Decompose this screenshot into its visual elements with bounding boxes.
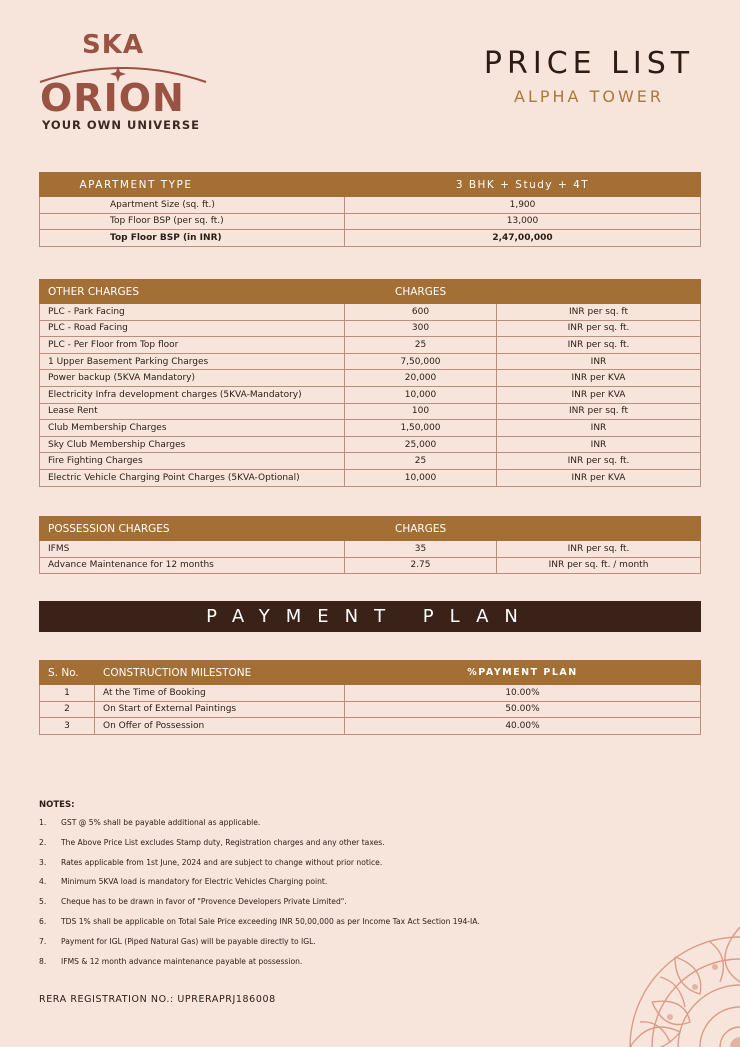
note-number: 2.: [39, 837, 47, 847]
note-text: Minimum 5KVA load is mandatory for Electric Vehicles Charging point.: [61, 877, 328, 887]
cell-value: 25: [345, 453, 497, 470]
other-head-mid: CHARGES: [345, 280, 701, 304]
cell-label: Lease Rent: [40, 403, 345, 420]
note-number: 8.: [39, 956, 47, 966]
cell-label: Fire Fighting Charges: [40, 453, 345, 470]
pp-head-milestone: CONSTRUCTION MILESTONE: [95, 661, 345, 685]
note-item: [39, 877, 599, 897]
cell-value: 10,000: [345, 386, 497, 403]
page-subtitle: ALPHA TOWER: [514, 87, 664, 106]
rera-registration: RERA REGISTRATION NO.: UPRERAPRJ186008: [39, 994, 276, 1005]
note-number: 3.: [39, 857, 47, 867]
apartment-head-right: 3 BHK + Study + 4T: [345, 173, 701, 197]
cell-unit: INR: [497, 420, 701, 437]
note-item: [39, 917, 599, 937]
cell-label: Apartment Size (sq. ft.): [40, 197, 345, 214]
note-item: [39, 858, 599, 878]
cell-value: 600: [345, 304, 497, 321]
page-header: [474, 46, 704, 106]
cell-value: 1,50,000: [345, 420, 497, 437]
table-row: [40, 320, 701, 337]
table-row: [40, 541, 701, 558]
cell-unit: INR per sq. ft.: [497, 453, 701, 470]
cell-unit: INR per sq. ft.: [497, 337, 701, 354]
cell-label: Sky Club Membership Charges: [40, 436, 345, 453]
note-number: 1.: [39, 818, 47, 827]
note-item: [39, 818, 599, 838]
cell-label: Advance Maintenance for 12 months: [40, 557, 345, 574]
cell-sno: 2: [40, 701, 95, 718]
cell-label: Electricity Infra development charges (5KVA-Mandatory): [40, 386, 345, 403]
cell-value: 2,47,00,000: [345, 230, 701, 247]
other-charges-table: [39, 279, 701, 487]
note-number: 7.: [39, 936, 47, 946]
table-row: [40, 304, 701, 321]
table-row: [40, 436, 701, 453]
possession-head-left: POSSESSION CHARGES: [40, 517, 345, 541]
cell-pct: 50.00%: [345, 701, 701, 718]
cell-unit: INR per sq. ft.: [497, 541, 701, 558]
table-row: [40, 701, 701, 718]
notes-section: [39, 800, 599, 976]
cell-unit: INR per KVA: [497, 386, 701, 403]
cell-unit: INR per sq. ft: [497, 304, 701, 321]
apartment-head-left: APARTMENT TYPE: [40, 173, 345, 197]
cell-value: 13,000: [345, 213, 701, 230]
payment-plan-banner: PAYMENT PLAN: [39, 601, 701, 632]
cell-pct: 10.00%: [345, 685, 701, 702]
note-text: IFMS & 12 month advance maintenance payable at possession.: [61, 956, 303, 966]
cell-unit: INR per KVA: [497, 469, 701, 486]
cell-milestone: On Offer of Possession: [95, 718, 345, 735]
table-row: [40, 685, 701, 702]
cell-value: 7,50,000: [345, 353, 497, 370]
cell-unit: INR per sq. ft.: [497, 320, 701, 337]
cell-value: 25: [345, 337, 497, 354]
table-row: [40, 370, 701, 387]
note-item: [39, 838, 599, 858]
cell-pct: 40.00%: [345, 718, 701, 735]
cell-value: 2.75: [345, 557, 497, 574]
table-row: [40, 403, 701, 420]
table-row: [40, 353, 701, 370]
table-row: [40, 213, 701, 230]
cell-label: PLC - Per Floor from Top floor: [40, 337, 345, 354]
logo-tagline: YOUR OWN UNIVERSE: [42, 118, 200, 132]
cell-label: PLC - Park Facing: [40, 304, 345, 321]
cell-value: 10,000: [345, 469, 497, 486]
note-item: [39, 957, 599, 977]
possession-head-mid: CHARGES: [345, 517, 701, 541]
cell-sno: 3: [40, 718, 95, 735]
note-text: Cheque has to be drawn in favor of "Provence Developers Private Limited".: [61, 897, 347, 907]
pp-head-pct: %PAYMENT PLAN: [345, 661, 701, 685]
cell-sno: 1: [40, 685, 95, 702]
note-number: 5.: [39, 897, 47, 907]
note-text: GST @ 5% shall be payable additional as applicable.: [61, 818, 261, 827]
cell-milestone: On Start of External Paintings: [95, 701, 345, 718]
table-row: [40, 420, 701, 437]
cell-label: Power backup (5KVA Mandatory): [40, 370, 345, 387]
cell-value: 100: [345, 403, 497, 420]
cell-unit: INR per sq. ft: [497, 403, 701, 420]
table-row: [40, 337, 701, 354]
cell-label: Top Floor BSP (per sq. ft.): [40, 213, 345, 230]
note-number: 4.: [39, 877, 47, 887]
note-text: TDS 1% shall be applicable on Total Sale Price exceeding INR 50,00,000 as per Income Tax Act Section 194-IA.: [61, 916, 480, 926]
cell-label: IFMS: [40, 541, 345, 558]
cell-label: PLC - Road Facing: [40, 320, 345, 337]
payment-plan-table: [39, 660, 701, 735]
pp-head-sno: S. No.: [40, 661, 95, 685]
cell-value: 300: [345, 320, 497, 337]
cell-unit: INR: [497, 353, 701, 370]
table-row: [40, 197, 701, 214]
logo-orion-text: ORION: [40, 76, 185, 120]
table-row: [40, 718, 701, 735]
cell-milestone: At the Time of Booking: [95, 685, 345, 702]
cell-value: 20,000: [345, 370, 497, 387]
other-head-left: OTHER CHARGES: [40, 280, 345, 304]
cell-unit: INR per KVA: [497, 370, 701, 387]
page-title: PRICE LIST: [483, 46, 695, 81]
table-row: [40, 230, 701, 247]
note-number: 6.: [39, 916, 47, 926]
cell-label: 1 Upper Basement Parking Charges: [40, 353, 345, 370]
note-text: Rates applicable from 1st June, 2024 and are subject to change without prior notice.: [61, 857, 383, 867]
note-item: [39, 897, 599, 917]
cell-label: Electric Vehicle Charging Point Charges (5KVA-Optional): [40, 469, 345, 486]
apartment-table: [39, 172, 701, 247]
table-row: [40, 386, 701, 403]
cell-unit: INR per sq. ft. / month: [497, 557, 701, 574]
notes-heading: NOTES:: [39, 800, 75, 810]
mandala-decoration-icon: [590, 882, 740, 1047]
note-text: Payment for IGL (Piped Natural Gas) will be payable directly to IGL.: [61, 936, 316, 946]
logo-ska-text: SKA: [82, 30, 144, 60]
cell-value: 25,000: [345, 436, 497, 453]
cell-value: 35: [345, 541, 497, 558]
cell-value: 1,900: [345, 197, 701, 214]
cell-unit: INR: [497, 436, 701, 453]
table-row: [40, 469, 701, 486]
note-text: The Above Price List excludes Stamp duty, Registration charges and any other taxes.: [61, 837, 385, 847]
cell-label: Club Membership Charges: [40, 420, 345, 437]
cell-label: Top Floor BSP (in INR): [40, 230, 345, 247]
table-row: [40, 557, 701, 574]
note-item: [39, 937, 599, 957]
table-row: [40, 453, 701, 470]
possession-charges-table: [39, 516, 701, 574]
